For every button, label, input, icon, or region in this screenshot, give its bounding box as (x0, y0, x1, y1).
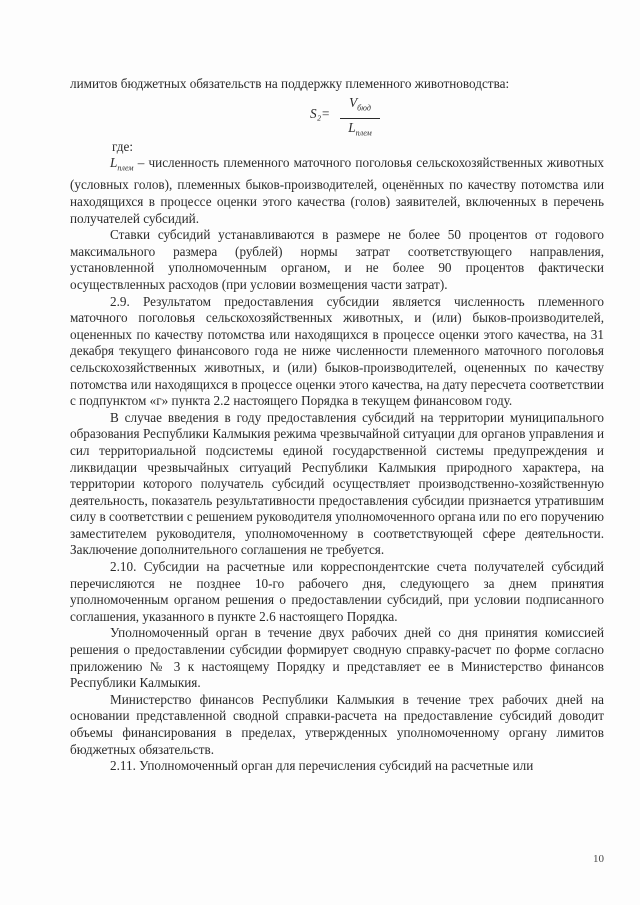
intro-line: лимитов бюджетных обязательств на поддержку племенного животноводства: (70, 76, 510, 91)
definition-text: – численность племенного маточного поголовья сельскохозяйственных животных (условных голов), племенных быков-производителей, оценённых по качеству потомства или находящихся в процессе оценки этого качества (голов) заявителей, включенных в перечень получателей субсидий. (70, 155, 604, 226)
formula (70, 93, 604, 137)
paragraph-2-10: 2.10. Субсидии на расчетные или корреспондентские счета получателей субсидий перечисляются не позднее 10-го рабочего дня, следующего за днем принятия уполномоченным органом решения о предоставлении субсидий, при условии подписанного соглашения, указанного в пункте 2.6 настоящего Порядка. (70, 559, 604, 624)
document-body (70, 76, 604, 775)
paragraph-emergency: В случае введения в году предоставления субсидий на территории муниципального образования Республики Калмыкия режима чрезвычайной ситуации для органов управления и сил территориальной подсистемы единой государственной системы предупреждения и ликвидации чрезвычайных ситуаций Республики Калмыкия природного характера, на территории которого получатель субсидий осуществляет производственно-хозяйственную деятельность, показатель результативности предоставления субсидии признается утратившим силу в соответствии с решением руководителя уполномоченного органа или по его поручению заместителем руководителя, уполномоченному в соответствующей сфере деятельности. Заключение дополнительного соглашения не требуется. (70, 409, 604, 558)
definition-paragraph (70, 155, 604, 227)
paragraph-rates: Ставки субсидий устанавливаются в размере не более 50 процентов от годового максимального размера (рублей) нормы затрат соответствующего направления, установленной уполномоченным органом, и не более 90 процентов фактически осуществленных расходов (при условии возмещения части затрат). (70, 227, 604, 292)
formula-fraction (340, 95, 380, 142)
paragraph-ministry: Министерство финансов Республики Калмыкия в течение трех рабочих дней на основании представленной сводной справки-расчета на предоставление субсидий доводит объемы финансирования в пределах, утвержденных уполномоченному органу лимитов бюджетных обязательств. (70, 691, 604, 757)
formula-lhs: S₂= (310, 105, 331, 121)
where-label: где: (112, 138, 133, 154)
paragraph-summary-report: Уполномоченный орган в течение двух рабочих дней со дня принятия комиссией решения о предоставлении субсидии формирует сводную справку-расчет по форме согласно приложению № 3 к настоящему Порядку и представляет ее в Министерство финансов Республики Калмыкия. (70, 625, 604, 691)
paragraph-2-9: 2.9. Результатом предоставления субсидии является численность племенного маточного поголовья сельскохозяйственных животных, и (или) быков-производителей, оцененных по качеству потомства или находящихся в процессе оценки этого качества, на 31 декабря текущего финансового года не ниже численности племенного маточного поголовья сельскохозяйственных животных, и (или) быков-производителей, оцененных по качеству потомства или находящихся в процессе оценки этого качества, на дату пересчета соответствии с подпунктом «г» пункта 2.2 настоящего Порядка в текущем финансовом году. (70, 293, 604, 409)
formula-denominator: $L_{плем}$ (348, 119, 372, 138)
paragraph-2-11: 2.11. Уполномоченный орган для перечисления субсидий на расчетные или (110, 758, 534, 774)
page-number: 10 (593, 853, 604, 865)
formula-numerator: $V_{бюд}$ (340, 95, 380, 119)
definition-symbol: $L_{плем}$ (110, 155, 134, 173)
